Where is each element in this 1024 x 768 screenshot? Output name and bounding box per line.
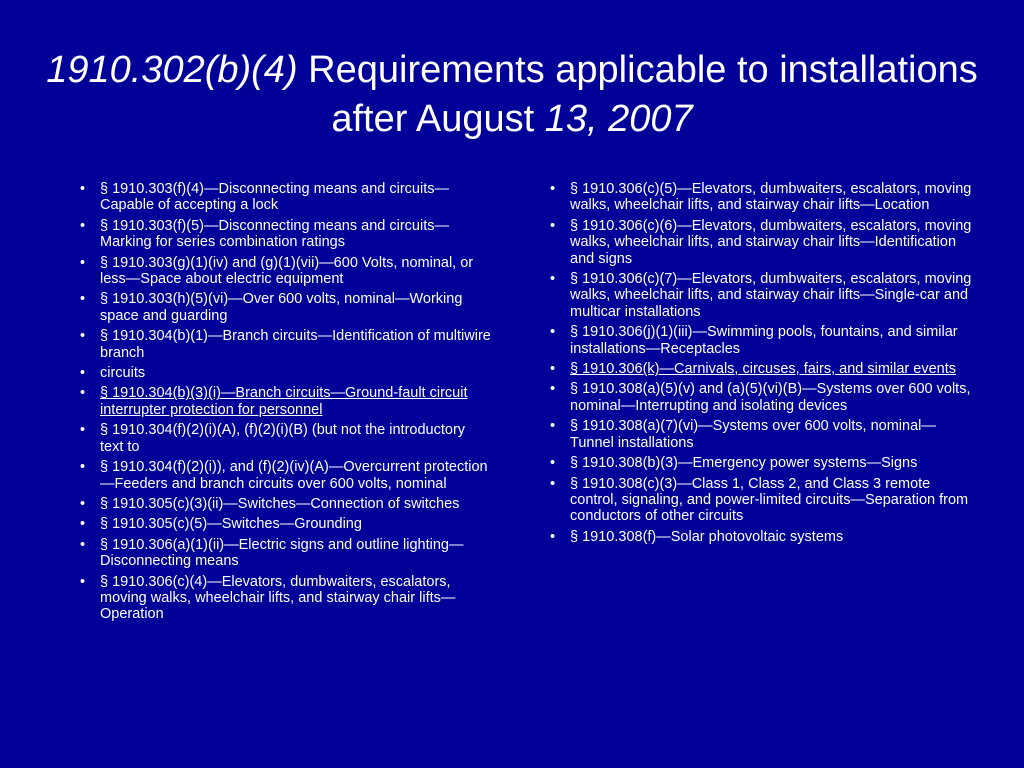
list-item	[552, 324, 972, 357]
list-item	[82, 516, 492, 532]
list-item	[82, 537, 492, 570]
list-item-text: § 1910.306(c)(7)—Elevators, dumbwaiters, escalators, moving walks, wheelchair lifts, and stairway chair lifts—Single-car and multicar installations	[570, 271, 972, 320]
list-item-text: § 1910.308(b)(3)—Emergency power systems—Signs	[570, 455, 918, 472]
list-item	[82, 365, 492, 381]
list-item	[552, 455, 972, 471]
list-item	[82, 181, 492, 214]
list-item-text: § 1910.306(c)(5)—Elevators, dumbwaiters, escalators, moving walks, wheelchair lifts, and stairway chair lifts—Location	[570, 181, 972, 214]
list-item-text: circuits	[100, 365, 146, 382]
list-item-text: § 1910.306(j)(1)(iii)—Swimming pools, fountains, and similar installations—Receptacles	[570, 324, 958, 357]
list-item-text: § 1910.306(c)(6)—Elevators, dumbwaiters, escalators, moving walks, wheelchair lifts, and stairway chair lifts—Identification and signs	[570, 217, 972, 267]
list-item-text: § 1910.303(g)(1)(iv) and (g)(1)(vii)—600 Volts, nominal, or less—Space about electric equipment	[100, 254, 474, 288]
list-item-text: § 1910.304(b)(1)—Branch circuits—Identification of multiwire branch	[100, 328, 491, 361]
list-item-text: § 1910.308(f)—Solar photovoltaic systems	[570, 528, 844, 545]
left-column-list	[82, 181, 492, 627]
list-item-text: § 1910.303(f)(4)—Disconnecting means and circuits—Capable of accepting a lock	[100, 181, 449, 214]
list-item	[82, 255, 492, 288]
list-item-link[interactable]: § 1910.304(b)(3)(i)—Branch circuits—Ground-fault circuit interrupter protection for personnel	[100, 385, 468, 418]
link-list-item[interactable]	[82, 385, 492, 418]
list-item	[552, 181, 972, 214]
list-item-text: § 1910.303(f)(5)—Disconnecting means and circuits—Marking for series combination ratings	[100, 217, 449, 251]
list-item	[82, 459, 492, 492]
slide-title	[40, 46, 984, 144]
list-item	[82, 328, 492, 361]
list-item-text: § 1910.306(c)(4)—Elevators, dumbwaiters, escalators, moving walks, wheelchair lifts, and stairway chair lifts—Operation	[100, 573, 456, 623]
list-item-text: § 1910.305(c)(5)—Switches—Grounding	[100, 516, 362, 533]
list-item-text: § 1910.306(a)(1)(ii)—Electric signs and outline lighting—Disconnecting means	[100, 536, 464, 570]
list-item	[552, 476, 972, 525]
list-item	[82, 496, 492, 512]
list-item	[82, 291, 492, 324]
list-item	[82, 422, 492, 455]
list-item-text: § 1910.304(f)(2)(i)(A), (f)(2)(i)(B) (but not the introductory text to	[100, 422, 466, 455]
list-item-text: § 1910.303(h)(5)(vi)—Over 600 volts, nominal—Working space and guarding	[100, 291, 463, 324]
list-item	[82, 218, 492, 251]
link-list-item[interactable]	[552, 361, 972, 377]
title-text: Requirements applicable to installations after August	[297, 49, 978, 140]
right-column-list	[552, 181, 972, 549]
list-item-link[interactable]: § 1910.306(k)—Carnivals, circuses, fairs, and similar events	[570, 361, 957, 378]
list-item	[552, 271, 972, 320]
list-item	[552, 218, 972, 267]
list-item	[552, 381, 972, 414]
list-item-text: § 1910.308(a)(5)(v) and (a)(5)(vi)(B)—Systems over 600 volts, nominal—Interrupting and isolating devices	[570, 381, 971, 414]
list-item	[552, 529, 972, 545]
list-item-text: § 1910.308(a)(7)(vi)—Systems over 600 volts, nominal—Tunnel installations	[570, 418, 936, 451]
title-code: 1910.302(b)(4)	[46, 49, 298, 91]
list-item	[552, 418, 972, 451]
list-item-text: § 1910.304(f)(2)(i)), and (f)(2)(iv)(A)—Overcurrent protection—Feeders and branch circuits over 600 volts, nominal	[100, 459, 488, 492]
title-date: 13, 2007	[544, 98, 693, 140]
list-item-text: § 1910.305(c)(3)(ii)—Switches—Connection of switches	[100, 495, 460, 512]
list-item	[82, 574, 492, 623]
list-item-text: § 1910.308(c)(3)—Class 1, Class 2, and Class 3 remote control, signaling, and power-limited circuits—Separation from conductors of other circuits	[570, 475, 969, 525]
